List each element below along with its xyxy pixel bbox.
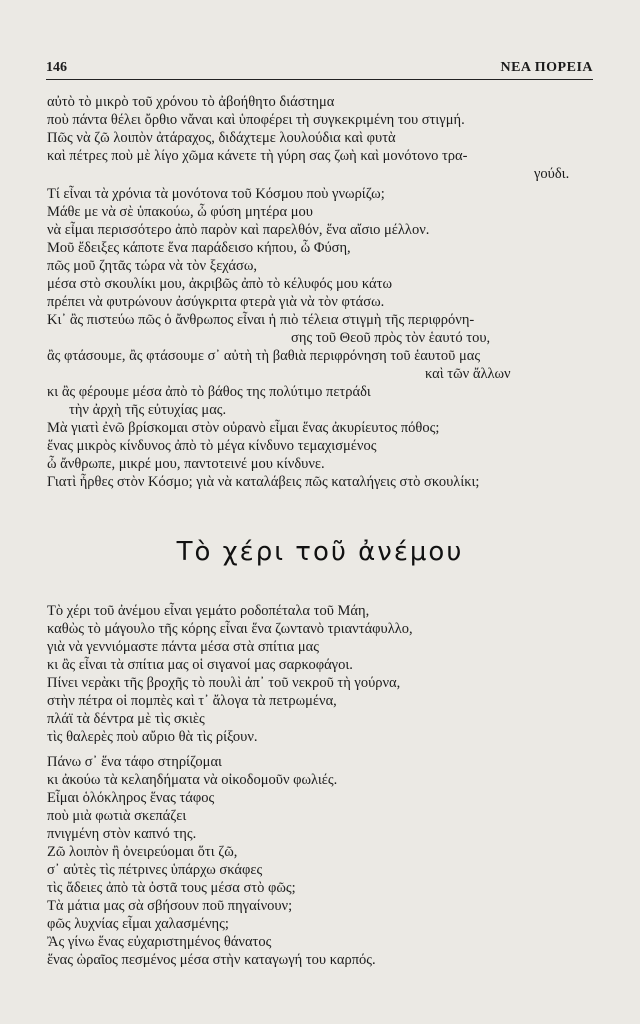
poem-line: γιὰ νὰ γεννιόμαστε πάντα μέσα στὰ σπίτια μας — [47, 639, 319, 655]
poem-line: πρέπει νὰ φυτρώνουν ἀσύγκριτα φτερὰ γιὰ νὰ τὸν φτάσω. — [47, 294, 385, 310]
poem-line: ἕνας ὡραῖος πεσμένος μέσα στὴν καταγωγή του καρπός. — [47, 952, 376, 968]
poem-line: Μάθε με νὰ σὲ ὑπακούω, ὦ φύση μητέρα μου — [47, 204, 313, 220]
page-number: 146 — [46, 60, 67, 75]
poem-line: ποὺ πάντα θέλει ὄρθιο νἄναι καὶ ὑποφέρει τὴ συγκεκριμένη του στιγμή. — [47, 112, 465, 128]
poem-line: πνιγμένη στὸν καπνό της. — [47, 826, 197, 842]
poem-line: πῶς μοῦ ζητᾶς τώρα νὰ τὸν ξεχάσω, — [47, 258, 257, 274]
poem-line: καὶ τῶν ἄλλων — [425, 366, 511, 382]
poem-line: Γιατὶ ἦρθες στὸν Κόσμο; γιὰ νὰ καταλάβεις πῶς καταλήγεις στὸ σκουλίκι; — [47, 474, 480, 490]
poem-line: σης τοῦ Θεοῦ πρὸς τὸν ἑαυτό του, — [291, 330, 491, 346]
poem-line: Πάνω σ᾽ ἕνα τάφο στηρίζομαι — [47, 754, 222, 770]
poem-line: κι ἂς φέρουμε μέσα ἀπὸ τὸ βάθος της πολύτιμο πετράδι — [47, 384, 371, 400]
poem-line: τὶς ἄδειες ἀπὸ τὰ ὀστᾶ τους μέσα στὸ φῶς; — [47, 880, 296, 896]
poem-line: κι ἀκούω τὰ κελαηδήματα νὰ οἰκοδομοῦν φωλιές. — [47, 772, 338, 788]
poem-line: τὴν ἀρχὴ τῆς εὐτυχίας μας. — [69, 402, 227, 418]
poem-line: Πίνει νερὰκι τῆς βροχῆς τὸ πουλὶ ἀπ᾽ τοῦ νεκροῦ τὴ γούρνα, — [47, 675, 401, 691]
page-header — [46, 59, 593, 80]
poem-line: σ᾽ αὐτὲς τὶς πέτρινες ὑπάρχω σκάφες — [47, 862, 263, 878]
poem-line: ὦ ἄνθρωπε, μικρέ μου, παντοτεινέ μου κίνδυνε. — [47, 456, 325, 472]
poem-line: αὐτὸ τὸ μικρὸ τοῦ χρόνου τὸ ἀβοήθητο διάστημα — [47, 94, 335, 110]
poem-line: Κι᾽ ἂς πιστεύω πῶς ὁ ἄνθρωπος εἶναι ἡ πιὸ τέλεια στιγμὴ τῆς περιφρόνη- — [47, 312, 475, 328]
poem-line: ἂς φτάσουμε, ἂς φτάσουμε σ᾽ αὐτὴ τὴ βαθιὰ περιφρόνηση τοῦ ἑαυτοῦ μας — [47, 348, 481, 364]
poem-line: φῶς λυχνίας εἶμαι χαλασμένης; — [47, 916, 229, 932]
poem-line: ἕνας μικρὸς κίνδυνος ἀπὸ τὸ μέγα κίνδυνο τεμαχισμένος — [47, 438, 377, 454]
poem-line: στὴν πέτρα οἱ πομπὲς καὶ τ᾽ ἄλογα τὰ πετρωμένα, — [47, 693, 337, 709]
poem-line: πλάϊ τὰ δέντρα μὲ τὶς σκιὲς — [47, 711, 205, 727]
poem-line: Εἶμαι ὁλόκληρος ἕνας τάφος — [47, 790, 215, 806]
poem-line: καὶ πέτρες ποὺ μὲ λίγο χῶμα κάνετε τὴ γύρη σας ζωὴ καὶ μονότονο τρα- — [47, 148, 468, 164]
poem-line: νὰ εἶμαι περισσότερο ἀπὸ παρὸν καὶ παρελθόν, ἕνα αἴσιο μέλλον. — [47, 222, 430, 238]
poem-title: Τὸ χέρι τοῦ ἀνέμου — [176, 537, 464, 567]
poem-line: Ζῶ λοιπὸν ἢ ὀνειρεύομαι ὅτι ζῶ, — [47, 844, 238, 860]
running-title: ΝΕΑ ΠΟΡΕΙΑ — [500, 60, 593, 75]
poem-line: Μὰ γιατὶ ἐνῶ βρίσκομαι στὸν οὐρανὸ εἶμαι ἕνας ἀκυρίευτος πόθος; — [47, 420, 440, 436]
poem-line: γούδι. — [534, 166, 570, 182]
poem-line: Τὸ χέρι τοῦ ἀνέμου εἶναι γεμάτο ροδοπέταλα τοῦ Μάη, — [47, 603, 370, 619]
poem-line: καθὼς τὸ μάγουλο τῆς κόρης εἶναι ἕνα ζωντανὸ τριαντάφυλλο, — [47, 621, 413, 637]
poem-line: Ἂς γίνω ἕνας εὐχαριστημένος θάνατος — [47, 934, 272, 950]
poem-line: Πῶς νὰ ζῶ λοιπὸν ἀτάραχος, διδάχτεμε λουλούδια καὶ φυτὰ — [47, 130, 396, 146]
poem-line: Τί εἶναι τὰ χρόνια τὰ μονότονα τοῦ Κόσμου ποὺ γνωρίζω; — [47, 186, 385, 202]
poem-line: μέσα στὸ σκουλίκι μου, ἀκριβῶς ἀπὸ τὸ κέλυφός μου κάτω — [47, 276, 392, 292]
poem-line: κι ἂς εἶναι τὰ σπίτια μας οἱ σιγανοί μας σαρκοφάγοι. — [47, 657, 353, 673]
poem-line: Τὰ μάτια μας σὰ σβήσουν ποῦ πηγαίνουν; — [47, 898, 293, 914]
poem-line: ποὺ μιὰ φωτιὰ σκεπάζει — [47, 808, 187, 824]
poem-line: Μοῦ ἔδειξες κάποτε ἕνα παράδεισο κήπου, ὦ Φύση, — [47, 240, 351, 256]
poem-line: τὶς θαλερὲς ποὺ αὔριο θὰ τὶς ρίξουν. — [47, 729, 258, 745]
